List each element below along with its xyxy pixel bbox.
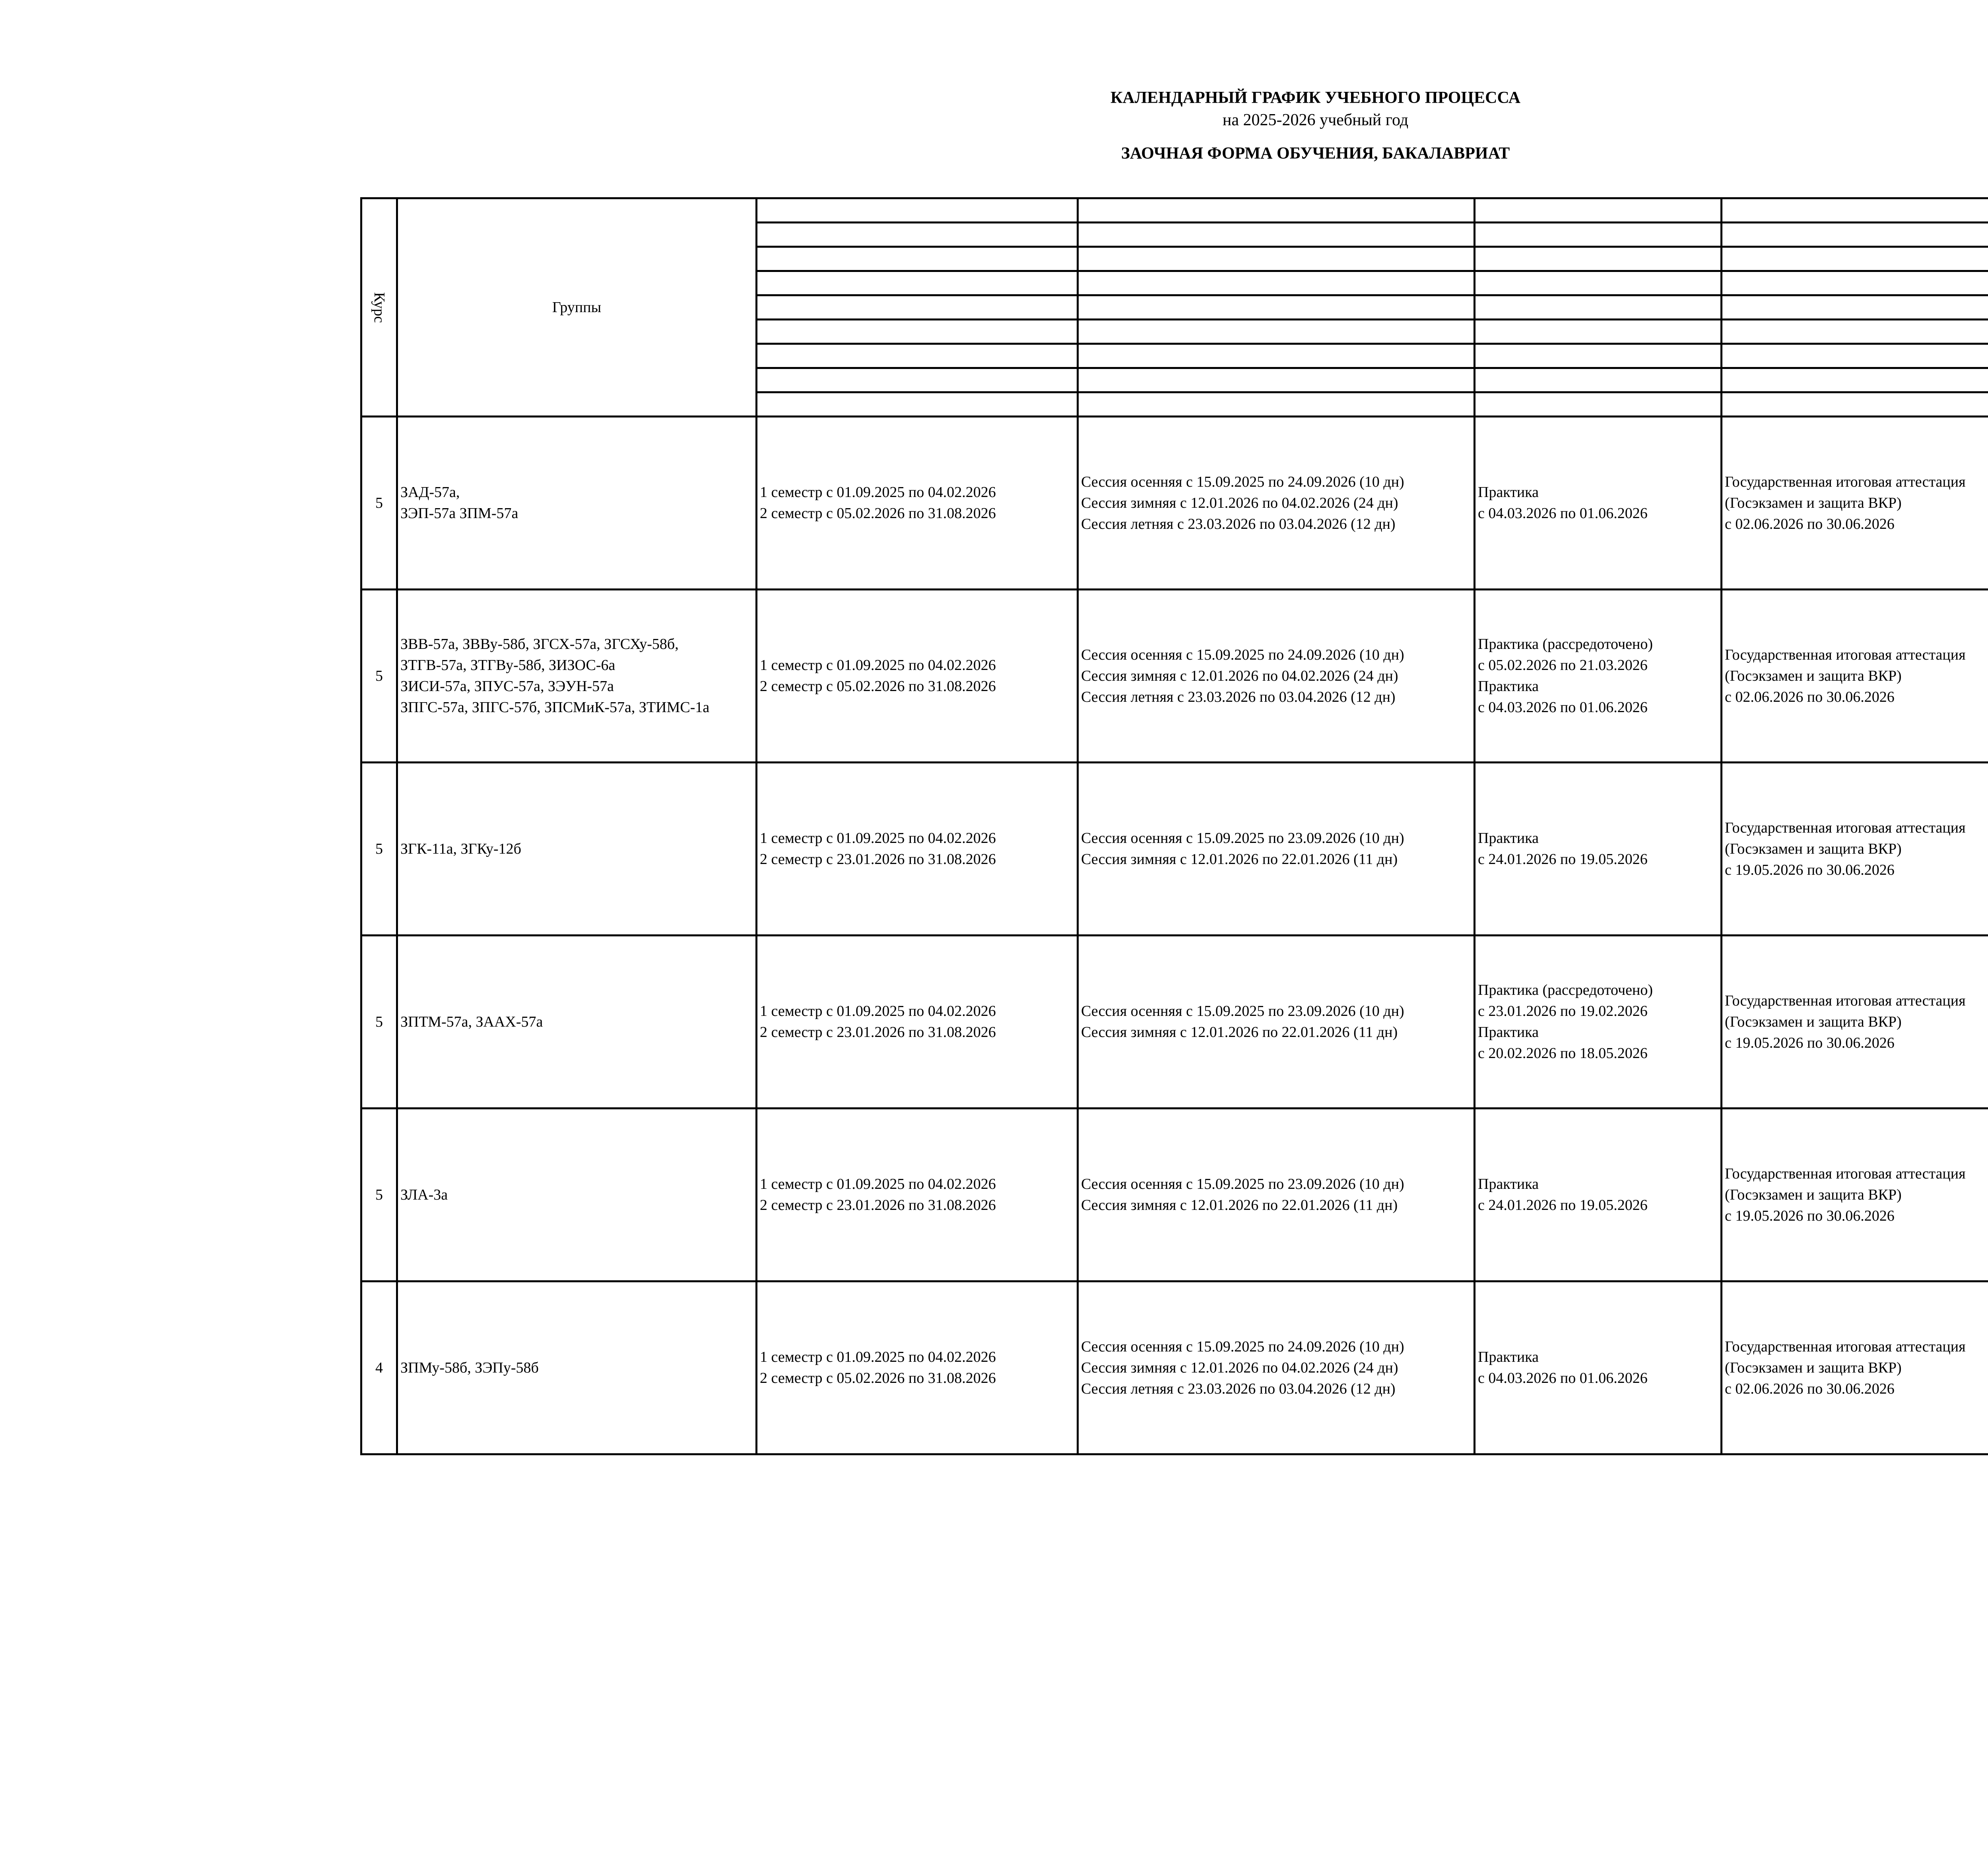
course-cell: 4 [361,1281,397,1454]
attestation-line: с 02.06.2026 по 30.06.2026 [1725,515,1895,532]
header-blank-cell [1722,247,1988,271]
groups-header-label: Группы [552,299,602,316]
semester-line: 2 семестр с 23.01.2026 по 31.08.2026 [760,1197,996,1213]
groups-cell [397,1281,757,1454]
attestation-line: Государственная итоговая аттестация [1725,646,1966,663]
groups-cell [397,936,757,1109]
attestation-cell [1722,936,1988,1109]
practice-line: Практика [1478,484,1539,501]
header-blank-cell [1078,368,1475,392]
study-form: ЗАОЧНАЯ ФОРМА ОБУЧЕНИЯ, БАКАЛАВРИАТ [1121,144,1510,163]
course-cell: 5 [361,1109,397,1281]
semesters-cell [757,936,1078,1109]
practice-line: с 04.03.2026 по 01.06.2026 [1478,505,1648,522]
table-row [361,936,1988,1109]
session-line: Сессия осенняя с 15.09.2025 по 23.09.2026 (10 дн) [1081,830,1404,847]
group-line: ЗЭП-57а ЗПМ-57а [400,505,518,522]
group-line: ЗПМу-58б, ЗЭПу-58б [400,1359,539,1376]
semester-line: 1 семестр с 01.09.2025 по 04.02.2026 [760,1349,996,1365]
semester-line: 1 семестр с 01.09.2025 по 04.02.2026 [760,1003,996,1019]
semester-line: 2 семестр с 05.02.2026 по 31.08.2026 [760,678,996,695]
header-blank-cell [757,344,1078,368]
header-blank-cell [1078,271,1475,295]
practice-line: с 05.02.2026 по 21.03.2026 [1478,657,1648,674]
practice-line: с 23.01.2026 по 19.02.2026 [1478,1003,1648,1019]
session-line: Сессия осенняя с 15.09.2025 по 23.09.2026 (10 дн) [1081,1003,1404,1019]
semester-line: 1 семестр с 01.09.2025 по 04.02.2026 [760,830,996,847]
header-blank-cell [757,271,1078,295]
semesters-cell [757,417,1078,590]
group-line: ЗЛА-3а [400,1186,448,1203]
academic-year: на 2025-2026 учебный год [1222,111,1409,129]
attestation-cell [1722,763,1988,936]
table-row [361,763,1988,936]
header-blank-cell [1722,344,1988,368]
header-blank-cell [1475,198,1722,223]
practice-line: Практика (рассредоточено) [1478,636,1653,652]
semester-line: 1 семестр с 01.09.2025 по 04.02.2026 [760,657,996,674]
practice-line: Практика [1478,1176,1539,1192]
practice-line: с 24.01.2026 по 19.05.2026 [1478,851,1648,868]
attestation-line: с 02.06.2026 по 30.06.2026 [1725,688,1895,705]
attestation-line: с 19.05.2026 по 30.06.2026 [1725,1034,1895,1051]
attestation-line: (Госэкзамен и защита ВКР) [1725,667,1902,684]
course-cell: 5 [361,936,397,1109]
course-cell: 5 [361,763,397,936]
attestation-cell [1722,1109,1988,1281]
header-blank-cell [1475,392,1722,417]
attestation-line: Государственная итоговая аттестация [1725,1165,1966,1182]
header-blank-cell [1722,392,1988,417]
groups-cell [397,417,757,590]
practice-cell [1475,1281,1722,1454]
practice-line: Практика [1478,678,1539,695]
header-blank-cell [757,320,1078,344]
group-line: ЗПГС-57а, ЗПГС-57б, ЗПСМиК-57а, ЗТИМС-1а [400,699,710,716]
attestation-line: с 19.05.2026 по 30.06.2026 [1725,1207,1895,1224]
table-row [361,1281,1988,1454]
header-blank-cell [1078,247,1475,271]
session-line: Сессия осенняя с 15.09.2025 по 24.09.2026 (10 дн) [1081,1338,1404,1355]
groups-cell [397,1109,757,1281]
practice-line: Практика [1478,1349,1539,1365]
header-blank-cell [1722,198,1988,223]
course-cell: 5 [361,417,397,590]
session-line: Сессия летняя с 23.03.2026 по 03.04.2026 (12 дн) [1081,1380,1396,1397]
session-line: Сессия летняя с 23.03.2026 по 03.04.2026 (12 дн) [1081,688,1396,705]
semesters-cell [757,1281,1078,1454]
course-header-label: Курс [371,292,388,323]
attestation-line: (Госэкзамен и защита ВКР) [1725,1186,1902,1203]
group-line: ЗПТМ-57а, ЗААХ-57а [400,1013,543,1030]
practice-line: Практика [1478,830,1539,847]
header-blank-cell [757,368,1078,392]
sessions-cell [1078,1281,1475,1454]
practice-line: с 04.03.2026 по 01.06.2026 [1478,699,1648,716]
sessions-cell [1078,1109,1475,1281]
header-blank-cell [1722,271,1988,295]
course-column-header [361,198,397,417]
attestation-line: (Госэкзамен и защита ВКР) [1725,1359,1902,1376]
schedule-table [360,197,1988,1455]
header-row [361,198,1988,223]
semester-line: 1 семестр с 01.09.2025 по 04.02.2026 [760,484,996,501]
header-blank-cell [1722,295,1988,320]
session-line: Сессия зимняя с 12.01.2026 по 22.01.2026 (11 дн) [1081,1024,1398,1041]
session-line: Сессия осенняя с 15.09.2025 по 23.09.2026 (10 дн) [1081,1176,1404,1192]
group-line: ЗТГВ-57а, ЗТГВу-58б, ЗИЗОС-6а [400,657,615,674]
groups-cell [397,763,757,936]
attestation-line: Государственная итоговая аттестация [1725,992,1966,1009]
practice-cell [1475,763,1722,936]
header-blank-cell [1475,223,1722,247]
header-blank-cell [757,223,1078,247]
attestation-cell [1722,417,1988,590]
group-line: ЗИСИ-57а, ЗПУС-57а, ЗЭУН-57а [400,678,614,695]
groups-cell [397,590,757,763]
attestation-line: Государственная итоговая аттестация [1725,1338,1966,1355]
semester-line: 2 семестр с 05.02.2026 по 31.08.2026 [760,1370,996,1386]
semesters-cell [757,590,1078,763]
header-blank-cell [1475,247,1722,271]
table-row [361,590,1988,763]
group-line: ЗГК-11а, ЗГКу-12б [400,840,521,857]
attestation-line: с 02.06.2026 по 30.06.2026 [1725,1380,1895,1397]
header-blank-cell [757,392,1078,417]
session-line: Сессия осенняя с 15.09.2025 по 24.09.2026 (10 дн) [1081,473,1404,490]
practice-line: с 20.02.2026 по 18.05.2026 [1478,1045,1648,1062]
semesters-cell [757,1109,1078,1281]
header-blank-cell [1475,295,1722,320]
semesters-cell [757,763,1078,936]
sessions-cell [1078,590,1475,763]
sessions-cell [1078,417,1475,590]
header-blank-cell [1722,368,1988,392]
practice-line: Практика [1478,1024,1539,1041]
header-blank-cell [757,247,1078,271]
attestation-line: Государственная итоговая аттестация [1725,819,1966,836]
practice-cell [1475,936,1722,1109]
attestation-line: Государственная итоговая аттестация [1725,473,1966,490]
practice-line: с 24.01.2026 по 19.05.2026 [1478,1197,1648,1213]
semester-line: 2 семестр с 23.01.2026 по 31.08.2026 [760,1024,996,1041]
practice-cell [1475,417,1722,590]
header-blank-cell [1475,344,1722,368]
attestation-cell [1722,590,1988,763]
group-line: ЗАД-57а, [400,484,460,501]
header-blank-cell [757,198,1078,223]
attestation-cell [1722,1281,1988,1454]
session-line: Сессия зимняя с 12.01.2026 по 04.02.2026 (24 дн) [1081,494,1398,511]
sessions-cell [1078,763,1475,936]
session-line: Сессия летняя с 23.03.2026 по 03.04.2026 (12 дн) [1081,515,1396,532]
groups-column-header [397,198,757,417]
header-blank-cell [1078,392,1475,417]
semester-line: 2 семестр с 05.02.2026 по 31.08.2026 [760,505,996,522]
header-blank-cell [1475,320,1722,344]
practice-cell [1475,590,1722,763]
attestation-line: (Госэкзамен и защита ВКР) [1725,840,1902,857]
group-line: ЗВВ-57а, ЗВВу-58б, ЗГСХ-57а, ЗГСХу-58б, [400,636,679,652]
table-row [361,417,1988,590]
header-blank-cell [1475,368,1722,392]
table-row [361,1109,1988,1281]
practice-cell [1475,1109,1722,1281]
session-line: Сессия зимняя с 12.01.2026 по 22.01.2026 (11 дн) [1081,1197,1398,1213]
practice-line: с 04.03.2026 по 01.06.2026 [1478,1370,1648,1386]
course-cell: 5 [361,590,397,763]
session-line: Сессия зимняя с 12.01.2026 по 04.02.2026 (24 дн) [1081,1359,1398,1376]
header-blank-cell [1475,271,1722,295]
header-blank-cell [757,295,1078,320]
header-blank-cell [1722,223,1988,247]
practice-line: Практика (рассредоточено) [1478,982,1653,998]
session-line: Сессия осенняя с 15.09.2025 по 24.09.2026 (10 дн) [1081,646,1404,663]
semester-line: 2 семестр с 23.01.2026 по 31.08.2026 [760,851,996,868]
attestation-line: с 19.05.2026 по 30.06.2026 [1725,861,1895,878]
header-blank-cell [1078,320,1475,344]
header-blank-cell [1722,320,1988,344]
header-blank-cell [1078,223,1475,247]
session-line: Сессия зимняя с 12.01.2026 по 22.01.2026 (11 дн) [1081,851,1398,868]
attestation-line: (Госэкзамен и защита ВКР) [1725,494,1902,511]
session-line: Сессия зимняя с 12.01.2026 по 04.02.2026 (24 дн) [1081,667,1398,684]
sessions-cell [1078,936,1475,1109]
header-blank-cell [1078,295,1475,320]
header-blank-cell [1078,198,1475,223]
page-title: КАЛЕНДАРНЫЙ ГРАФИК УЧЕБНОГО ПРОЦЕССА [1110,89,1521,107]
header-blank-cell [1078,344,1475,368]
attestation-line: (Госэкзамен и защита ВКР) [1725,1013,1902,1030]
semester-line: 1 семестр с 01.09.2025 по 04.02.2026 [760,1176,996,1192]
